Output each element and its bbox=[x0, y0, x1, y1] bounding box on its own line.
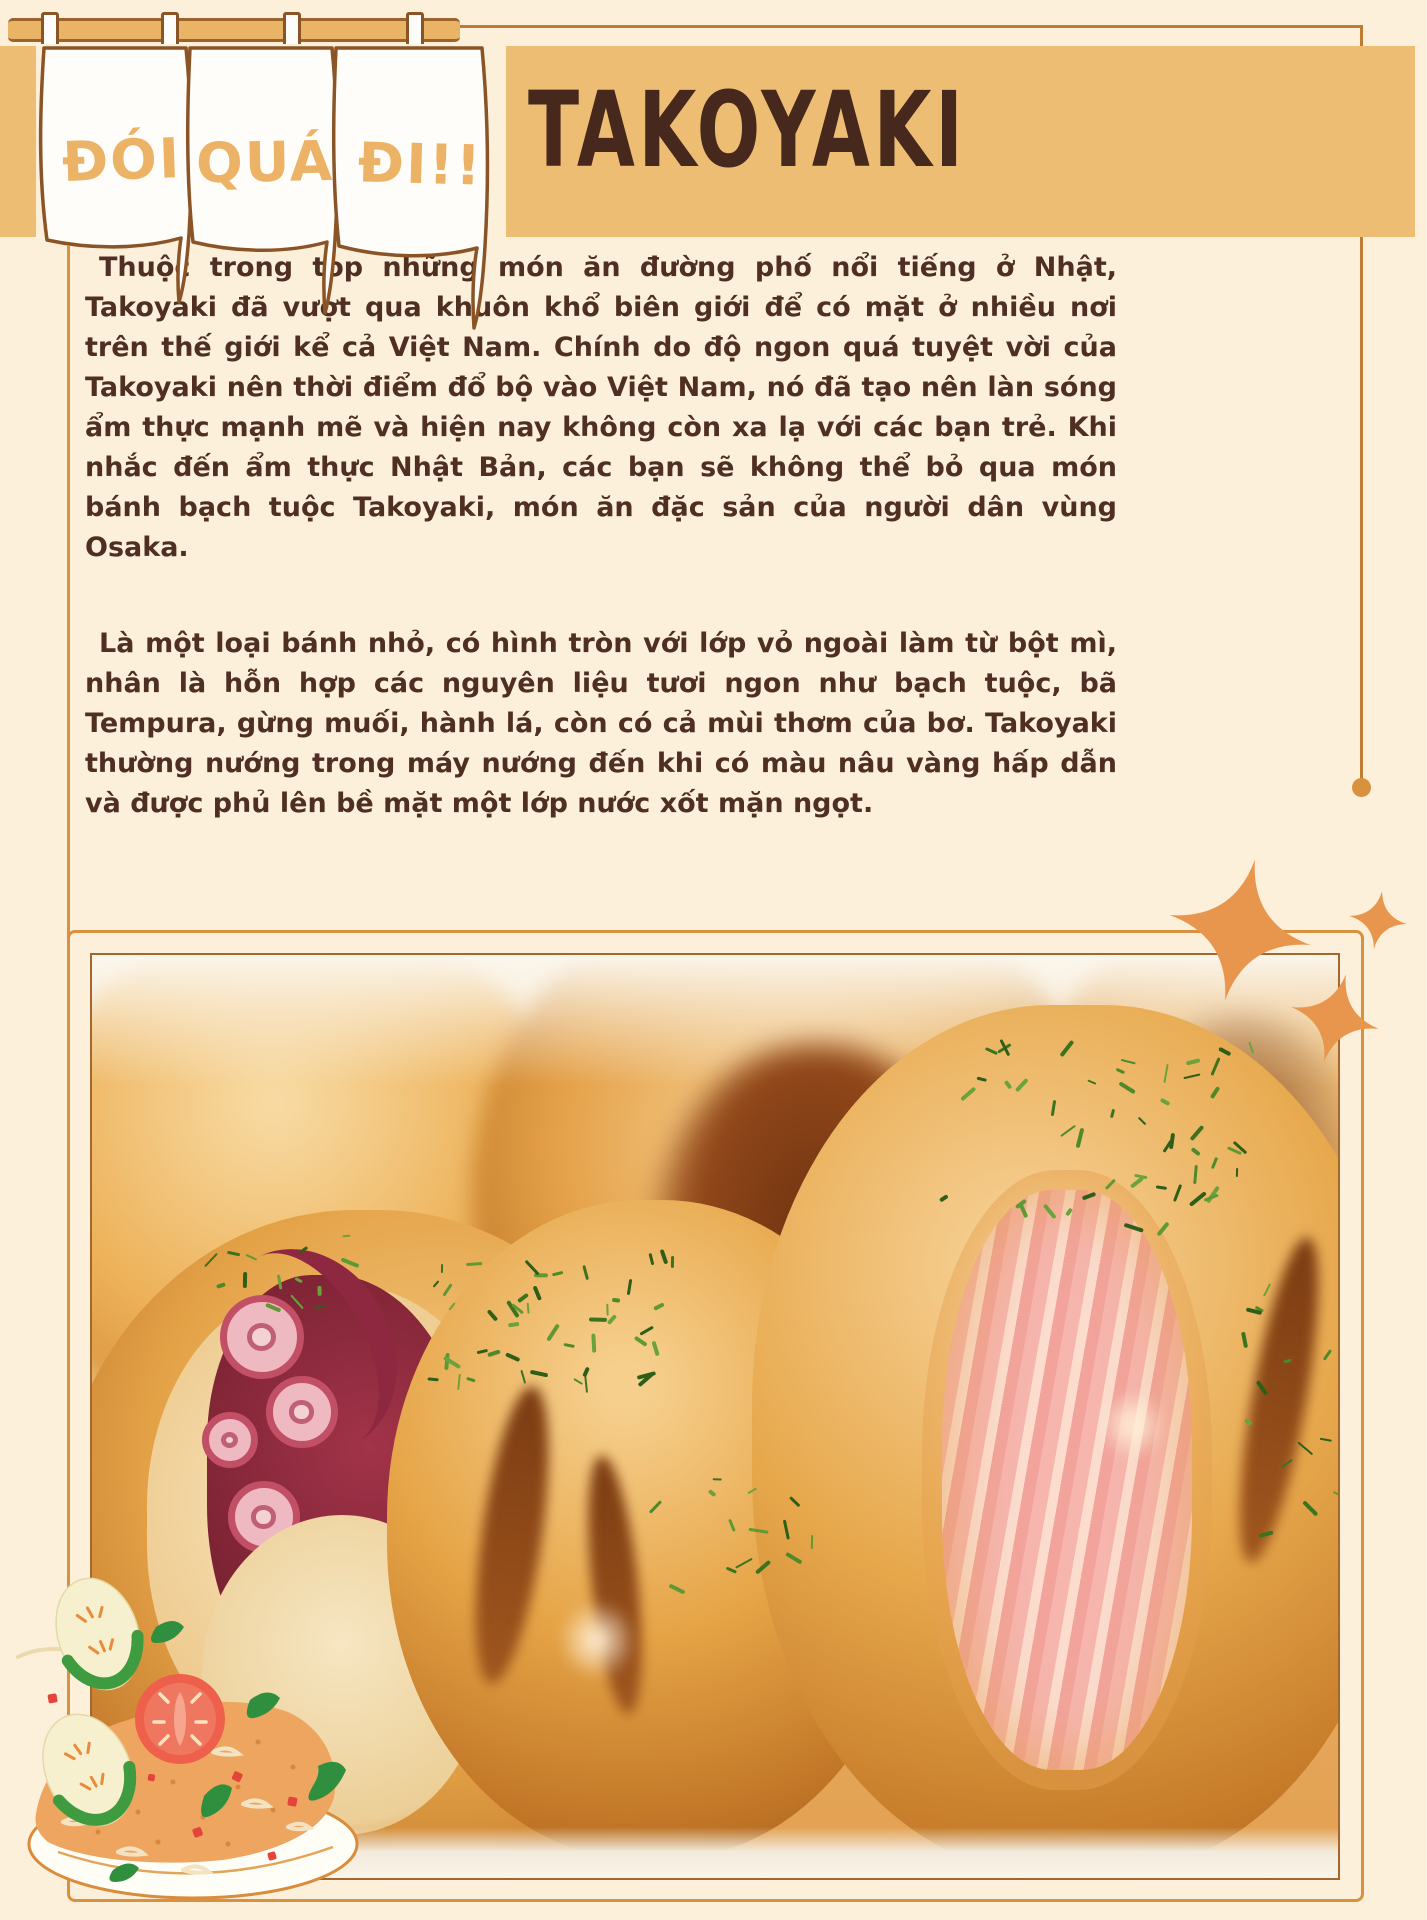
octopus-sucker bbox=[220, 1295, 304, 1379]
glaze-glint bbox=[1102, 1385, 1162, 1465]
sparkle-icon bbox=[1345, 887, 1411, 953]
right-accent-dot bbox=[1352, 778, 1371, 797]
sparkle-stars bbox=[1150, 840, 1427, 1080]
cucumber-slice bbox=[42, 1567, 153, 1700]
herb-fleck bbox=[611, 1297, 620, 1302]
sparkle-icon bbox=[1280, 963, 1389, 1072]
noren-label-3: ĐI!! bbox=[357, 130, 484, 198]
herb-fleck bbox=[1235, 1168, 1238, 1177]
octopus-sucker bbox=[266, 1376, 338, 1448]
glaze-glint bbox=[562, 1595, 632, 1685]
tomato-slice bbox=[135, 1674, 225, 1764]
paragraph-2: Là một loại bánh nhỏ, có hình tròn với lớp vỏ ngoài làm từ bột mì, nhân là hỗn hợp các nguyên liệu tươi ngon như bạch tuộc, bã Tempura, gừng muối, hành lá, còn có cả mùi thơm của bơ. Takoyaki thường nướng trong máy nướng đến khi có màu nâu vàng hấp dẫn và được phủ lên bề mặt một lớp nước xốt mặn ngọt. bbox=[85, 628, 1117, 819]
noren-label-1: ĐÓI bbox=[60, 125, 183, 195]
herb-fleck bbox=[591, 1334, 596, 1353]
crab-filling-shadow bbox=[922, 1170, 1212, 1790]
herb-fleck bbox=[441, 1264, 443, 1273]
paragraph-1: Thuộc trong top những món ăn đường phố nổi tiếng ở Nhật, Takoyaki đã vượt qua khuôn khổ biên giới để có mặt ở nhiều nơi trên thế giới kể cả Việt Nam. Chính do độ ngon quá tuyệt vời của Takoyaki nên thời điểm đổ bộ vào Việt Nam, nó đã tạo nên làn sóng ẩm thực mạnh mẽ và hiện nay không còn xa lạ với các bạn trẻ. Khi nhắc đến ẩm thực Nhật Bản, các bạn sẽ không thể bỏ qua món bánh bạch tuộc Takoyaki, món ăn đặc sản của người dân vùng Osaka. bbox=[85, 252, 1117, 563]
herb-fleck bbox=[606, 1304, 609, 1316]
page-title: TAKOYAKI bbox=[528, 69, 967, 191]
noren-label-2: QUÁ bbox=[195, 128, 335, 196]
rod-extension-line bbox=[452, 25, 1362, 28]
sparkle-icon bbox=[1155, 845, 1326, 1016]
fried-rice-plate-illustration bbox=[0, 1552, 388, 1920]
octopus-sucker bbox=[202, 1412, 258, 1468]
herb-fleck bbox=[589, 1317, 607, 1322]
herb-fleck bbox=[670, 1256, 673, 1268]
herb-fleck bbox=[317, 1286, 321, 1296]
